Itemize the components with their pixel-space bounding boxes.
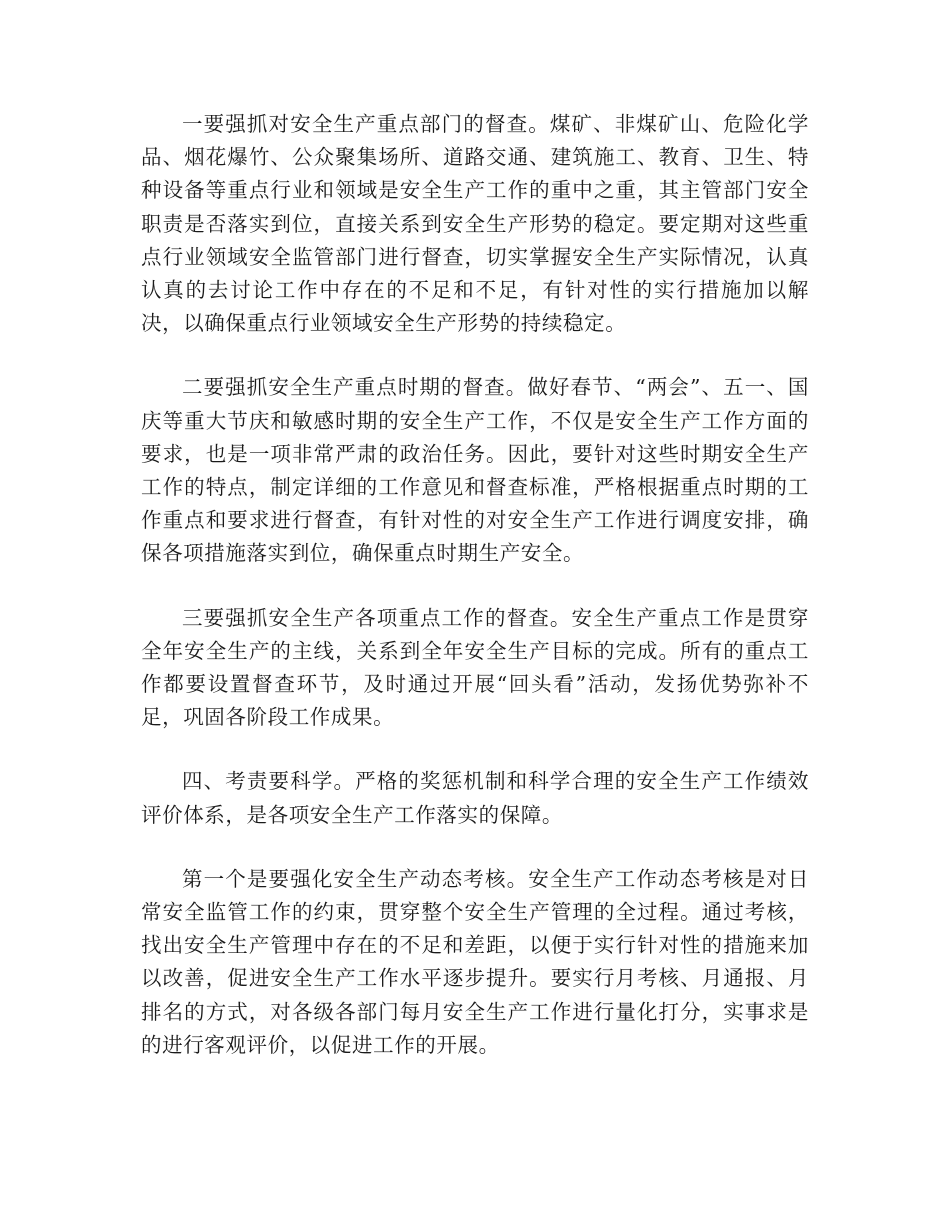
- document-body: [141, 108, 809, 1093]
- paragraph-2: 二要强抓安全生产重点时期的督查。做好春节、“两会”、五一、国庆等重大节庆和敏感时期的安全生产工作，不仅是安全生产工作方面的要求，也是一项非常严肃的政治任务。因此，要针对这些时期安全生产工作的特点，制定详细的工作意见和督查标准，严格根据重点时期的工作重点和要求进行督查，有针对性的对安全生产工作进行调度安排，确保各项措施落实到位，确保重点时期生产安全。: [141, 375, 809, 566]
- paragraph-4: 四、考责要科学。严格的奖惩机制和科学合理的安全生产工作绩效评价体系，是各项安全生产工作落实的保障。: [141, 769, 809, 827]
- paragraph-1: 一要强抓对安全生产重点部门的督查。煤矿、非煤矿山、危险化学品、烟花爆竹、公众聚集场所、道路交通、建筑施工、教育、卫生、特种设备等重点行业和领域是安全生产工作的重中之重，其主管部门安全职责是否落实到位，直接关系到安全生产形势的稳定。要定期对这些重点行业领域安全监管部门进行督查，切实掌握安全生产实际情况，认真认真的去讨论工作中存在的不足和不足，有针对性的实行措施加以解决，以确保重点行业领域安全生产形势的持续稳定。: [141, 112, 809, 336]
- paragraph-3: 三要强抓安全生产各项重点工作的督查。安全生产重点工作是贯穿全年安全生产的主线，关系到全年安全生产目标的完成。所有的重点工作都要设置督查环节，及时通过开展“回头看”活动，发扬优势弥补不足，巩固各阶段工作成果。: [141, 605, 809, 730]
- paragraph-5: 第一个是要强化安全生产动态考核。安全生产工作动态考核是对日常安全监管工作的约束，贯穿整个安全生产管理的全过程。通过考核，找出安全生产管理中存在的不足和差距，以便于实行针对性的措施来加以改善，促进安全生产工作水平逐步提升。要实行月考核、月通报、月排名的方式，对各级各部门每月安全生产工作进行量化打分，实事求是的进行客观评价，以促进工作的开展。: [141, 866, 809, 1057]
